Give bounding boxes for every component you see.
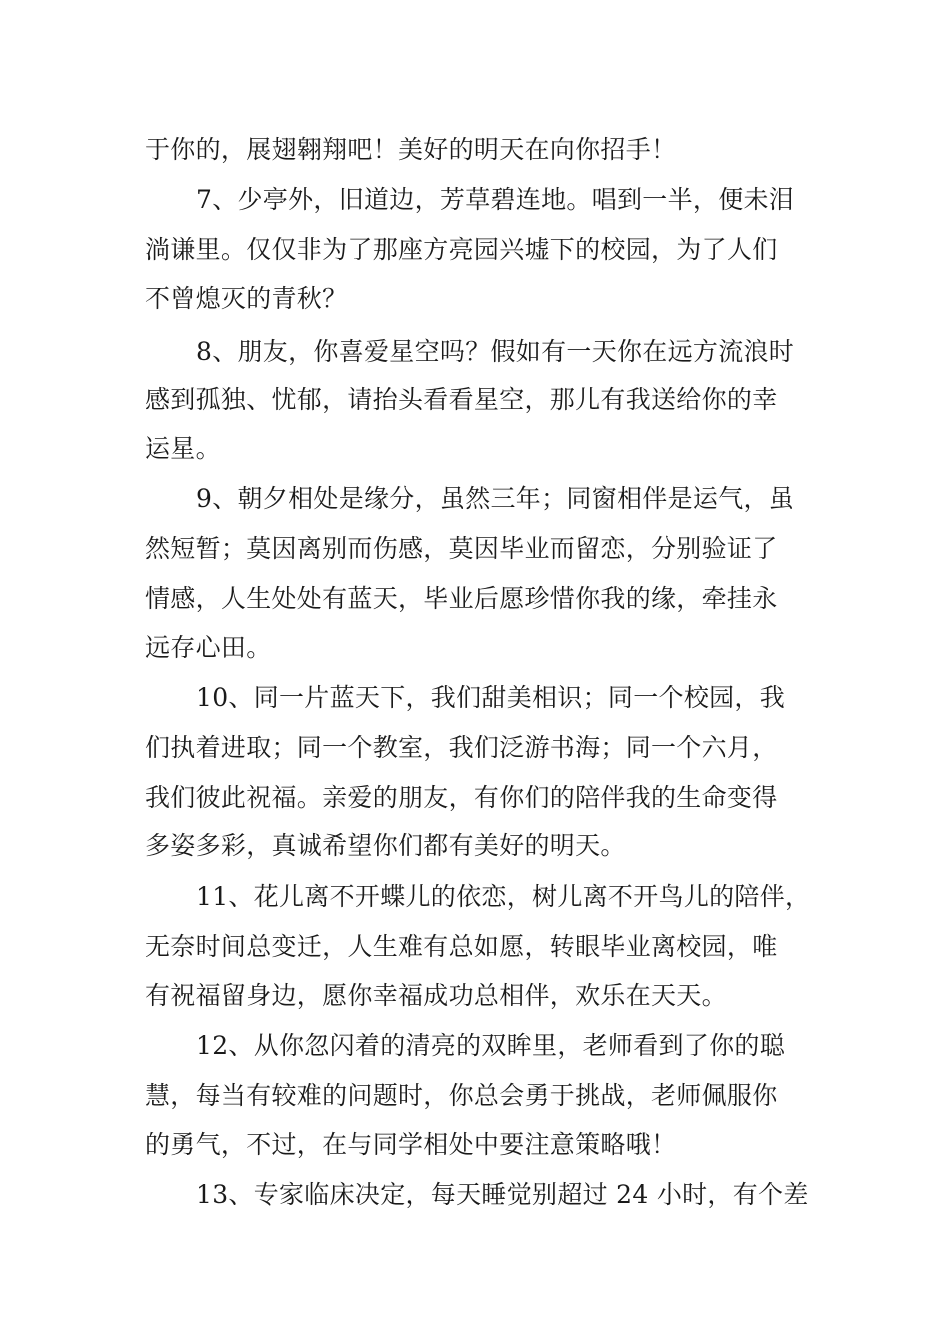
text-line: 于你的，展翅翱翔吧！美好的明天在向你招手！ — [145, 135, 677, 164]
text-line: 的勇气，不过，在与同学相处中要注意策略哦！ — [145, 1130, 677, 1159]
paragraph-9-line: 9、朝夕相处是缘分，虽然三年；同窗相伴是运气，虽 — [196, 484, 795, 513]
text-line: 远存心田。 — [145, 633, 272, 662]
paragraph-12-line: 12、从你忽闪着的清亮的双眸里，老师看到了你的聪 — [196, 1031, 786, 1060]
text-line: 慧，每当有较难的问题时，你总会勇于挑战，老师佩服你 — [145, 1081, 778, 1110]
paragraph-10-line: 10、同一片蓝天下，我们甜美相识；同一个校园，我 — [196, 683, 786, 712]
text-line: 有祝福留身边，愿你幸福成功总相伴，欢乐在天天。 — [145, 981, 727, 1010]
text-line: 感到孤独、忧郁，请抬头看看星空，那儿有我送给你的幸 — [145, 385, 778, 414]
text-line: 无奈时间总变迁，人生难有总如愿，转眼毕业离校园，唯 — [145, 932, 778, 961]
paragraph-7-line: 7、少亭外，旧道边，芳草碧连地。唱到一半，便未泪 — [196, 185, 795, 214]
text-line: 多姿多彩，真诚希望你们都有美好的明天。 — [145, 831, 626, 860]
paragraph-11-line: 11、花儿离不开蝶儿的依恋，树儿离不开鸟儿的陪伴， — [196, 882, 811, 911]
text-line: 我们彼此祝福。亲爱的朋友，有你们的陪伴我的生命变得 — [145, 783, 778, 812]
text-line: 淌谦里。仅仅非为了那座方亮园兴墟下的校园，为了人们 — [145, 235, 778, 264]
paragraph-13-line: 13、专家临床决定，每天睡觉别超过 24 小时，有个差 — [196, 1180, 809, 1209]
text-line: 情感，人生处处有蓝天，毕业后愿珍惜你我的缘，牵挂永 — [145, 584, 778, 613]
text-line: 不曾熄灭的青秋？ — [145, 284, 348, 313]
text-line: 然短暂；莫因离别而伤感，莫因毕业而留恋，分别验证了 — [145, 534, 778, 563]
text-line: 运星。 — [145, 434, 221, 463]
paragraph-8-line: 8、朋友，你喜爱星空吗？假如有一天你在远方流浪时 — [196, 337, 795, 366]
text-line: 们执着进取；同一个教室，我们泛游书海；同一个六月， — [145, 733, 778, 762]
